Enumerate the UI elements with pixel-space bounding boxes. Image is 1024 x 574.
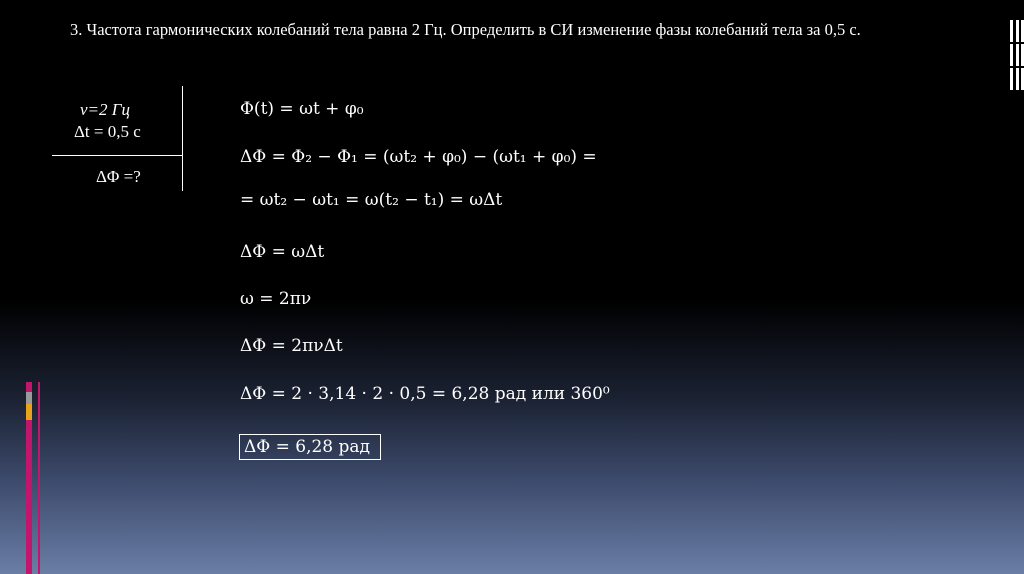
solution-line-3: = ωt₂ − ωt₁ = ω(t₂ − t₁) = ωΔt <box>240 190 503 210</box>
given-divider-vertical <box>182 86 183 191</box>
solution-line-1: Φ(t) = ωt + φ₀ <box>240 99 364 119</box>
solution-line-2: ΔΦ = Φ₂ − Φ₁ = (ωt₂ + φ₀) − (ωt₁ + φ₀) = <box>240 147 597 167</box>
given-time: Δt = 0,5 с <box>74 122 141 141</box>
solution-line-4: ΔΦ = ωΔt <box>240 242 325 262</box>
decor-stripe-orange <box>26 404 32 420</box>
solution-line-7: ΔΦ = 2 · 3,14 · 2 · 0,5 = 6,28 рад или 360⁰ <box>240 384 610 404</box>
given-frequency: ν=2 Гц <box>80 100 130 119</box>
decor-grid-right <box>1010 20 1024 90</box>
solution-line-6: ΔΦ = 2πνΔt <box>240 336 343 356</box>
given-divider-horizontal <box>52 155 183 156</box>
decor-stripe-thin <box>38 382 40 574</box>
answer-text: ΔΦ = 6,28 рад <box>244 437 371 457</box>
problem-statement: 3. Частота гармонических колебаний тела равна 2 Гц. Определить в СИ изменение фазы колебаний тела за 0,5 с. <box>70 20 861 39</box>
solution-line-5: ω = 2πν <box>240 289 312 309</box>
given-unknown: ΔΦ =? <box>96 167 141 186</box>
